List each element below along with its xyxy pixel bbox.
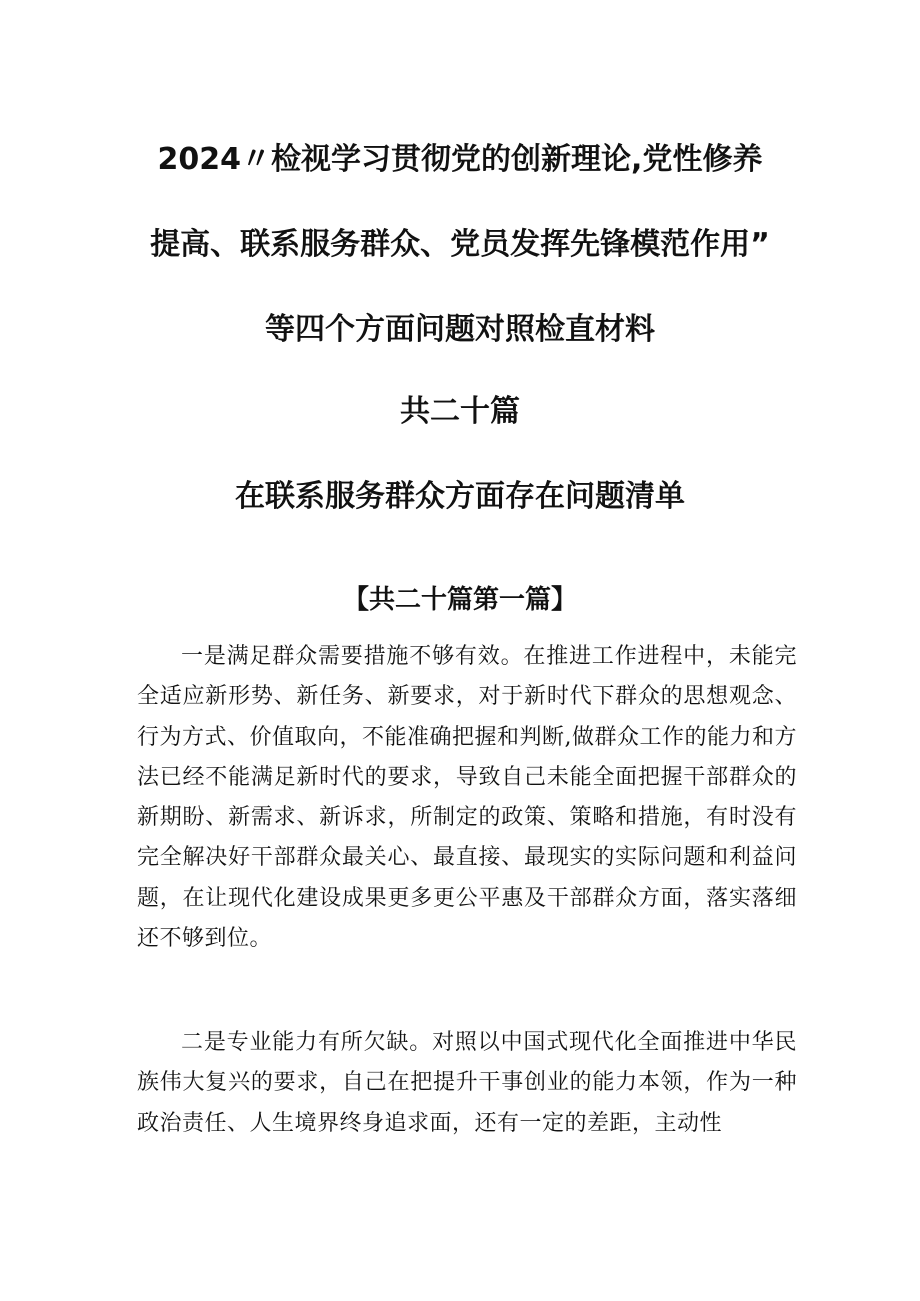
title-line-2: 提高、联系服务群众、党员发挥先锋模范作用” xyxy=(150,227,770,262)
section-heading: 【共二十篇第一篇】 xyxy=(342,585,577,615)
title-line-3: 等四个方面问题对照检直材料 xyxy=(265,312,655,347)
paragraph-2: 二是专业能力有所欠缺。对照以中国式现代化全面推进中华民族伟大复兴的要求，自己在把提升干事创业的能力本领，作为一种政治责任、人生境界终身追求面，还有一定的差距，主动性 xyxy=(137,1030,797,1136)
title-line-4: 共二十篇 xyxy=(400,394,520,429)
title-line-1: 2024〃检视学习贯彻党的创新理论,党性修养 xyxy=(157,142,763,177)
paragraph-1: 一是满足群众需要措施不够有效。在推进工作进程中，未能完全适应新形势、新任务、新要求，对于新时代下群众的思想观念、行为方式、价值取向，不能准确把握和判断,做群众工作的能力和方法已经不能满足新时代的要求，导致自己未能全面把握干部群众的新期盼、新需求、新诉求，所制定的政策、策略和措施，有时没有完全解决好干部群众最关心、最直接、最现实的实际问题和利益问题，在让现代化建设成果更多更公平惠及干部群众方面，落实落细还不够到位。 xyxy=(137,644,797,952)
title-line-5: 在联系服务群众方面存在问题清单 xyxy=(235,479,685,514)
